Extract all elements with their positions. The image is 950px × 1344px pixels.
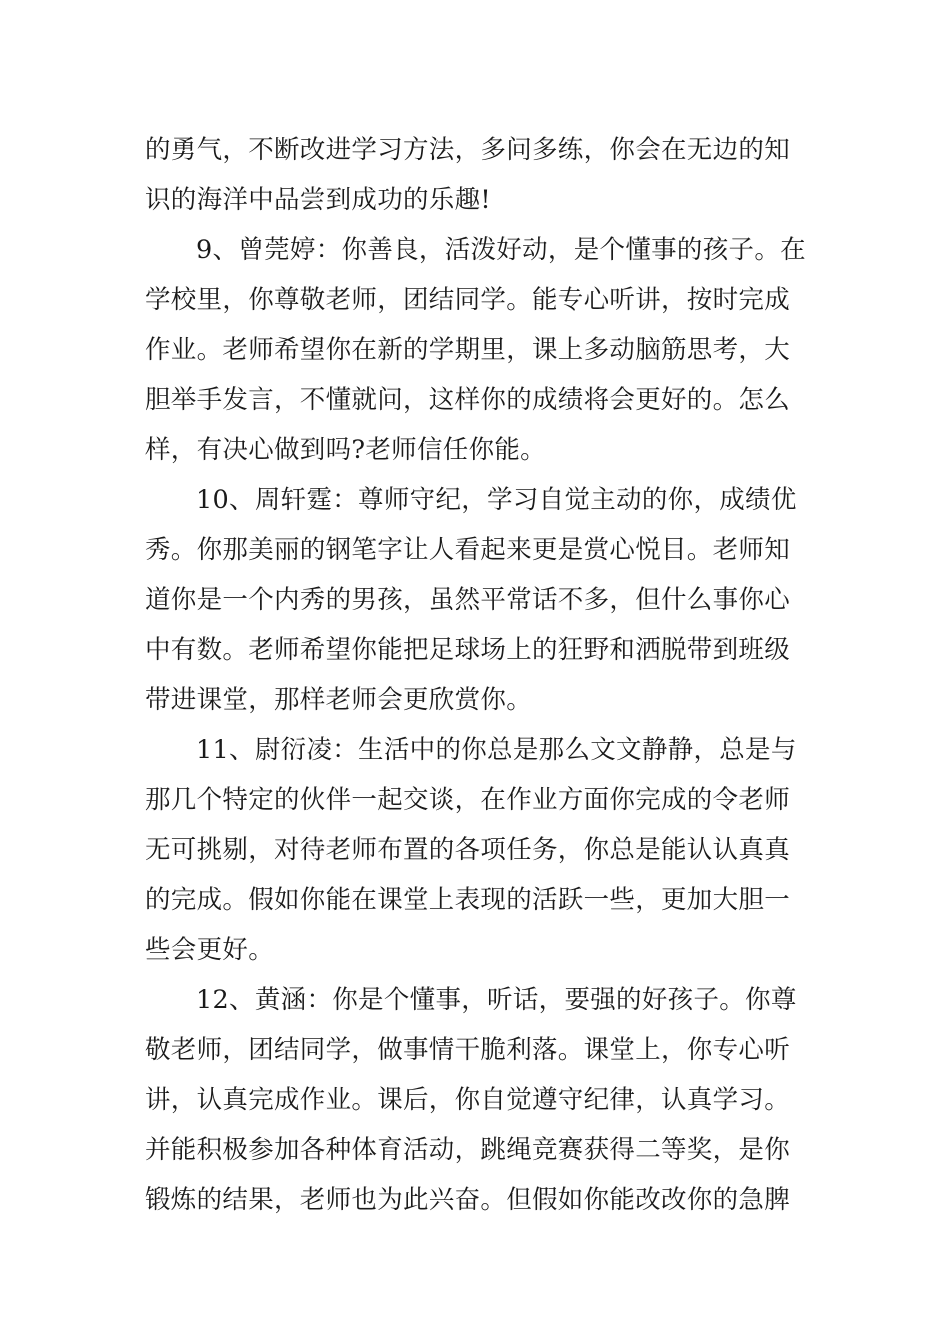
text-line: 敬老师，团结同学，做事情干脆利落。课堂上，你专心听 — [145, 1035, 791, 1065]
paragraph-first-line: 11、尉衍凌：生活中的你总是那么文文静静，总是与 — [196, 735, 797, 765]
text-line: 作业。老师希望你在新的学期里，课上多动脑筋思考，大 — [145, 335, 791, 365]
text-line: 学校里，你尊敬老师，团结同学。能专心听讲，按时完成 — [145, 285, 791, 315]
text-line: 秀。你那美丽的钢笔字让人看起来更是赏心悦目。老师知 — [145, 535, 791, 565]
text-line: 的勇气，不断改进学习方法，多问多练，你会在无边的知 — [145, 135, 791, 165]
text-line: 道你是一个内秀的男孩，虽然平常话不多，但什么事你心 — [145, 585, 791, 615]
text-line: 并能积极参加各种体育活动，跳绳竞赛获得二等奖，是你 — [145, 1135, 791, 1165]
text-line: 中有数。老师希望你能把足球场上的狂野和洒脱带到班级 — [145, 635, 791, 665]
text-line: 无可挑剔，对待老师布置的各项任务，你总是能认认真真 — [145, 835, 791, 865]
paragraph-first-line: 12、黄涵：你是个懂事，听话，要强的好孩子。你尊 — [196, 985, 797, 1015]
text-line: 锻炼的结果，老师也为此兴奋。但假如你能改改你的急脾 — [145, 1185, 791, 1215]
text-line: 些会更好。 — [145, 935, 275, 965]
text-line: 带进课堂，那样老师会更欣赏你。 — [145, 685, 533, 715]
text-line: 讲，认真完成作业。课后，你自觉遵守纪律，认真学习。 — [145, 1085, 791, 1115]
paragraph-first-line: 10、周轩霆：尊师守纪，学习自觉主动的你，成绩优 — [196, 485, 797, 515]
text-line: 样，有决心做到吗?老师信任你能。 — [145, 435, 546, 465]
text-line: 的完成。假如你能在课堂上表现的活跃一些，更加大胆一 — [145, 885, 791, 915]
paragraph-first-line: 9、曾莞婷：你善良，活泼好动，是个懂事的孩子。在 — [196, 235, 806, 265]
text-line: 胆举手发言，不懂就问，这样你的成绩将会更好的。怎么 — [145, 385, 791, 415]
text-line: 识的海洋中品尝到成功的乐趣! — [145, 185, 491, 215]
text-line: 那几个特定的伙伴一起交谈，在作业方面你完成的令老师 — [145, 785, 791, 815]
